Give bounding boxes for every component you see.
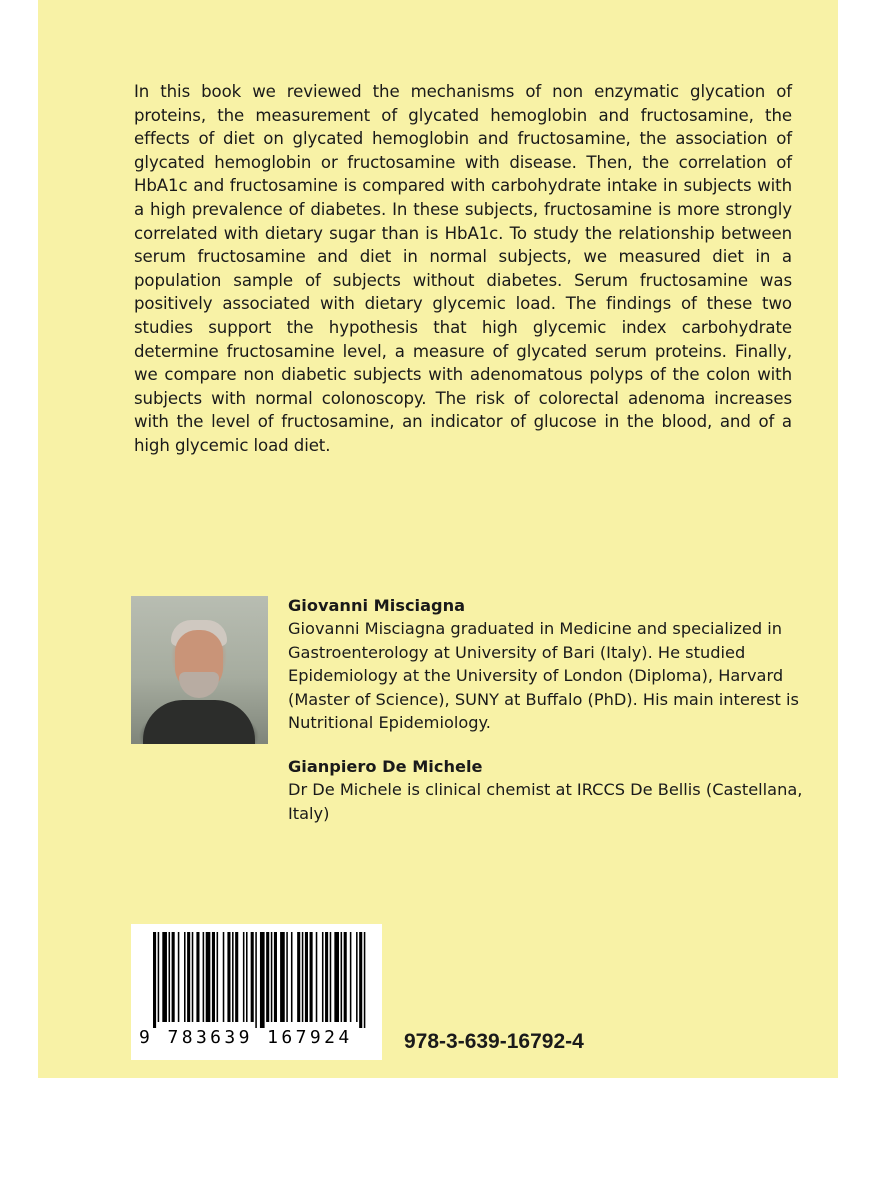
barcode-bar <box>341 932 343 1022</box>
barcode-bar <box>178 932 180 1022</box>
barcode-bar <box>169 932 171 1022</box>
barcode-bar <box>251 932 254 1022</box>
barcode-bar <box>232 932 234 1022</box>
barcode-bar <box>271 932 273 1022</box>
barcode-bar <box>184 932 186 1022</box>
barcode-bar <box>344 932 347 1022</box>
barcode-bar <box>334 932 339 1022</box>
barcode-bar <box>350 932 352 1022</box>
barcode-bars <box>131 924 382 1028</box>
barcode-bar <box>280 932 285 1022</box>
barcode-bar <box>243 932 245 1022</box>
book-description: In this book we reviewed the mechanisms of non enzymatic glycation of proteins, the measurement of glycated hemoglobin and fructosamine, the effects of diet on glycated hemoglobin and fructosamine, the association of glycated hemoglobin or fructosamine with disease. Then, the correlation of HbA1c and fructosamine is compared with carbohydrate intake in subjects with a high prevalence of diabetes. In these subjects, fructosamine is more strongly correlated with dietary sugar than is HbA1c. To study the relationship between serum fructosamine and diet in normal subjects, we measured diet in a population sample of subjects without diabetes. Serum fructosamine was positively associated with dietary glycemic load. The findings of these two studies support the hypothesis that high glycemic index carbohydrate determine fructosamine level, a measure of glycated serum proteins. Finally, we compare non diabetic subjects with adenomatous polyps of the colon with subjects with normal colonoscopy. The risk of colorectal adenoma increases with the level of fructosamine, an indicator of glucose in the blood, and of a high glycemic load diet. <box>134 82 792 455</box>
barcode-bar <box>246 932 248 1022</box>
barcode-bar <box>162 932 167 1022</box>
author-photo-beard <box>179 672 219 698</box>
barcode-bar <box>235 932 238 1022</box>
barcode-bar <box>359 932 362 1028</box>
author-bio: Dr De Michele is clinical chemist at IRCCS De Bellis (Castellana, Italy) <box>288 780 803 823</box>
barcode <box>131 924 382 1060</box>
barcode-bar <box>302 932 304 1022</box>
author-name: Giovanni Misciagna <box>288 596 466 615</box>
author-bio: Giovanni Misciagna graduated in Medicine and specialized in Gastroenterology at University of Bari (Italy). He studied Epidemiology at the University of London (Diploma), Harvard (Master of Science), SUNY at Buffalo (PhD). His main interest is Nutritional Epidemiology. <box>288 619 799 733</box>
barcode-bar <box>316 932 318 1022</box>
barcode-bar <box>325 932 328 1022</box>
barcode-bar <box>227 932 230 1022</box>
barcode-bar <box>223 932 225 1022</box>
barcode-bar <box>260 932 265 1028</box>
barcode-bar <box>274 932 277 1022</box>
barcode-bar <box>364 932 366 1028</box>
barcode-bar <box>356 932 358 1022</box>
author-photo-shirt <box>143 700 255 744</box>
barcode-bar <box>187 932 190 1022</box>
barcode-bar <box>196 932 199 1022</box>
barcode-bar <box>158 932 160 1022</box>
barcode-bar <box>310 932 313 1022</box>
barcode-bar <box>212 932 215 1022</box>
barcode-bar <box>172 932 175 1022</box>
barcode-bar <box>266 932 269 1022</box>
barcode-bar <box>305 932 308 1022</box>
barcode-bar <box>217 932 219 1022</box>
author-block-1 <box>288 594 808 734</box>
barcode-bar <box>206 932 211 1022</box>
author-name: Gianpiero De Michele <box>288 757 483 776</box>
author-photo <box>131 596 268 744</box>
barcode-bar <box>153 932 156 1028</box>
isbn-number: 978-3-639-16792-4 <box>404 1030 584 1053</box>
barcode-bar <box>255 932 257 1028</box>
barcode-bar <box>203 932 205 1022</box>
author-block-2 <box>288 755 808 825</box>
barcode-bar <box>286 932 288 1022</box>
barcode-digits: 9 783639 167924 <box>139 1027 353 1048</box>
barcode-bar <box>330 932 332 1022</box>
barcode-bar <box>291 932 293 1022</box>
barcode-bar <box>192 932 194 1022</box>
barcode-bar <box>297 932 300 1022</box>
barcode-bar <box>322 932 324 1022</box>
